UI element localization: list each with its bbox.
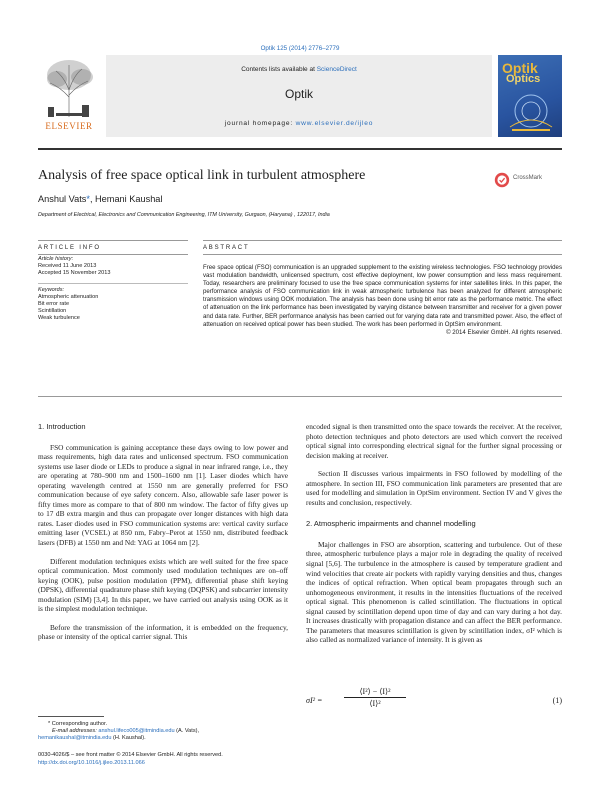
email-label: E-mail addresses: — [52, 728, 99, 735]
article-title: Analysis of free space optical link in turbulent atmosphere — [38, 168, 366, 183]
equation-1 — [306, 687, 562, 717]
journal-header — [38, 55, 562, 141]
header-divider — [38, 148, 562, 150]
accepted-date: Accepted 15 November 2013 — [38, 270, 111, 277]
equation-number: (1) — [552, 696, 562, 705]
abstract-top-rule — [203, 240, 562, 241]
cover-art-icon — [508, 91, 554, 133]
paragraph: Section II discusses various impairments in FSO followed by modelling of the atmosphere. In section III, FSO communication link parameters are presented that are used for modelling and simulation in OptSim environment. Section IV and V gives the results and conclusion, respectively. — [306, 469, 562, 507]
abstract-copyright: © 2014 Elsevier GmbH. All rights reserved. — [446, 328, 562, 336]
cover-title: Optik — [502, 60, 538, 76]
equation-denominator: ⟨I⟩² — [369, 698, 381, 708]
email-name-2: (H. Kaushal). — [111, 735, 146, 742]
journal-name: Optik — [284, 87, 313, 101]
corresponding-author-mark[interactable]: * — [86, 194, 90, 204]
footnote-divider — [38, 716, 104, 717]
email-link-2[interactable]: hemanikaushal@itmindia.edu — [38, 735, 112, 742]
paragraph: Major challenges in FSO are absorption, scattering and turbulence. Out of these three, atmospheric turbulence plays a major role in degrading the quality of received signal [5,6]. The turbulence in the atmosphere is caused by temperature gradient and wind velocities that create air pockets with rapidly varying densities and thus, changes the indices of optical refraction. When optical beam propagates through such an unhomogeneous environment, it results in the intensities fluctuations of the received optical signal. This phenomenon is called scintillation. The fluctuations in optical signal caused by scintillation depend upon time of day and can vary during a hot day. It increases drastically with propagation distance and can affect the BER performance. The parameters that measures scintillation is given by scintillation index, σI² which is also called as normalized variance of intensity. It is given as — [306, 539, 562, 645]
section-heading: 1. Introduction — [38, 422, 86, 431]
fraction-bar — [344, 697, 406, 698]
journal-cover-image[interactable] — [498, 55, 562, 137]
homepage-line — [106, 120, 492, 127]
paragraph: encoded signal is then transmitted onto the space towards the receiver. At the receiver, photo detection techniques and photo detectors are used which convert the received optical signal into corresponding electrical signal for the further signal processing or decision making at receiver. — [306, 422, 562, 460]
article-info — [38, 256, 188, 323]
authors — [38, 194, 162, 204]
author-1[interactable]: Anshul Vats — [38, 194, 87, 204]
keyword: Atmospheric attenuation — [38, 293, 99, 300]
equation-lhs: σI² = — [306, 696, 323, 705]
article-info-label: ARTICLE INFO — [38, 245, 101, 251]
paragraph: Before the transmission of the information, it is embedded on the frequency, phase or intensity of the optical carrier signal. This — [38, 622, 288, 642]
author-separator: , — [89, 194, 96, 204]
author-2[interactable]: Hemani Kaushal — [95, 194, 163, 204]
page-footer — [38, 752, 338, 767]
crossmark-label: CrossMark — [513, 175, 543, 181]
abstract — [203, 264, 562, 337]
homepage-prefix: journal homepage: — [224, 120, 296, 127]
affiliation: Department of Electrical, Electronics and Communication Engineering, ITM University, Gurgaon, (Haryana) , 122017, India — [38, 212, 330, 218]
keywords-label: Keywords: — [38, 286, 65, 293]
body-column-right — [306, 422, 562, 654]
elsevier-tree-icon — [42, 57, 96, 119]
history-divider — [38, 278, 188, 284]
received-date: Received 11 June 2013 — [38, 263, 97, 270]
journal-homepage-link[interactable]: www.elsevier.de/ijleo — [295, 120, 374, 127]
section-heading: 2. Atmospheric impairments and channel modelling — [306, 519, 476, 529]
email-note — [38, 728, 298, 735]
keyword: Scintillation — [38, 308, 67, 315]
journal-banner — [106, 55, 492, 137]
crossmark-badge[interactable] — [494, 172, 564, 188]
cover-subtitle: Optics — [506, 73, 541, 85]
email-note-2 — [38, 735, 298, 742]
abstract-bottom-rule — [38, 396, 562, 397]
contents-prefix: Contents lists available at — [241, 66, 317, 73]
journal-citation[interactable]: Optik 125 (2014) 2776–2779 — [260, 45, 340, 52]
paragraph: Different modulation techniques exists which are well suited for the free space optical communication. Most commonly used modulation techniques are on–off keying (OOK), pulse position modulation (PPM), differential phase shift keying (DPSK), differential quadrature phase shift keying (DQPSK) and subcarrier intensity modulation (SIM) [3,4]. In this paper, we have carried out analysis using OOK as it is the simplest modulation technique. — [38, 556, 288, 614]
email-name-1: (A. Vats), — [174, 728, 200, 735]
contents-line — [106, 66, 492, 73]
elsevier-logo[interactable] — [38, 55, 100, 133]
paragraph: FSO communication is gaining acceptance these days owing to low power and mass requirements, high data rates and unlicensed spectrum. FSO communication systems use laser diode or LEDs to produce a signal in near infrared range, i.e., they are operating at 780–900 nm and 1500–1600 nm [1]. Laser diodes which have operating wavelength centred at 1550 nm are generally preferred for FSO communication because of eye safety concern. Also, allowable safe laser power is fifty times more as compare to that of 800 nm window. The factor of fifty gives up to 17 dB extra margin and thus can propagate over longer distances with high data rates. Laser diodes used in FSO communication systems are: vertical cavity surface emitting laser (VCSEL) at 850 nm, Fabry–Perot at 1550 nm, distributed feedback lasers (DFB) at 1550 nm and Nd: YAG at 1064 nm [2]. — [38, 442, 288, 548]
abstract-mid-rule — [203, 254, 562, 255]
email-link-1[interactable]: anshul.lifeco005@itmindia.edu — [98, 728, 175, 735]
article-info-top-rule — [38, 240, 188, 241]
crossmark-icon — [494, 172, 510, 188]
equation-fraction — [344, 687, 406, 708]
abstract-body: Free space optical (FSO) communication is an upgraded supplement to the existing wireless technologies. FSO technology provides vast modulation bandwidth, unlicensed spectrum, cost effective deployment, low power consumption and less mass requirement. Today, researchers are preliminary focused to use the free space communication systems for inter satellites links. In this paper, the performance analysis of FSO communication link in weak atmospheric turbulence has been analyzed for different atmospheric transmission windows using OOK modulation. The analysis has been done using bit error rate as the performance metric. The effect of attenuation on the link performance has been investigated by varying distance between transmitter and receiver for a given power and data rate. Further, BER performance analysis has been carried out for varying data rate and transmitted power. Also, the effect of attenuation on received optical power has been studied. The work has been performed in OptSim environment. — [203, 264, 562, 328]
doi-link[interactable]: http://dx.doi.org/10.1016/j.ijleo.2013.11.066 — [38, 759, 145, 766]
body-column-left — [38, 422, 288, 651]
keyword: Bit error rate — [38, 301, 70, 308]
corresponding-author-note: * Corresponding author. — [48, 721, 108, 727]
equation-numerator: ⟨I²⟩ − ⟨I⟩² — [359, 687, 391, 696]
elsevier-wordmark: ELSEVIER — [45, 121, 93, 131]
footnotes — [38, 721, 298, 743]
article-info-mid-rule — [38, 254, 188, 255]
history-label: Article history: — [38, 256, 74, 262]
abstract-label: ABSTRACT — [203, 245, 250, 251]
sciencedirect-link[interactable]: ScienceDirect — [316, 66, 357, 73]
keyword: Weak turbulence — [38, 315, 80, 322]
issn-line: 0030-4026/$ – see front matter © 2014 Elsevier GmbH. All rights reserved. — [38, 752, 223, 758]
